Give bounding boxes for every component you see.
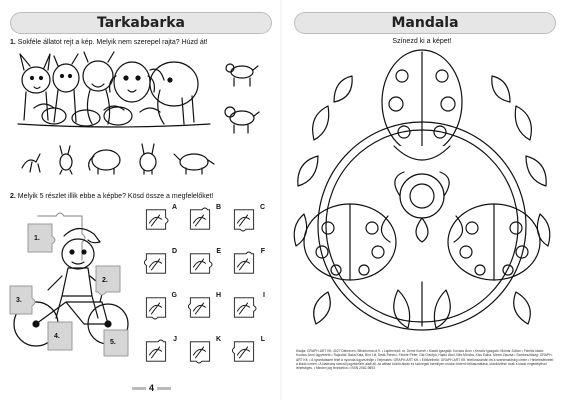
- puzzle-piece-label: B: [215, 204, 221, 211]
- task-1-text: Sokféle állatot rejt a kép. Melyik nem szerepel rajta? Húzd át!: [17, 39, 208, 46]
- puzzle-piece-shape: [230, 338, 258, 365]
- puzzle-piece-l[interactable]: [230, 336, 265, 365]
- puzzle-piece-k[interactable]: [186, 336, 221, 365]
- puzzle-piece-label: C: [259, 204, 265, 211]
- puzzle-piece-i[interactable]: [230, 292, 265, 321]
- puzzle-piece-shape: [186, 294, 214, 321]
- puzzle-piece-shape: [142, 206, 170, 233]
- task-2-number: 2.: [10, 193, 16, 200]
- page-title: Mandala: [294, 12, 556, 34]
- puzzle-piece-shape: [186, 250, 214, 277]
- puzzle-piece-label: K: [215, 336, 221, 343]
- puzzle-piece-shape: [142, 338, 170, 365]
- page-number-text: 4: [149, 383, 155, 393]
- puzzle-piece-label: A: [171, 204, 177, 211]
- slot-label-1: 1.: [34, 235, 40, 242]
- puzzle-piece-j[interactable]: [142, 336, 177, 365]
- page-number: [132, 383, 171, 393]
- puzzle-piece-label: I: [263, 292, 265, 299]
- puzzle-piece-h[interactable]: [186, 292, 221, 321]
- animal-row-illustration[interactable]: [18, 142, 218, 176]
- task-2-instruction: [10, 192, 214, 201]
- animal-crowd-illustration[interactable]: [14, 50, 214, 130]
- mandala-instruction: Színezd ki a képet!: [392, 38, 452, 45]
- left-page: [0, 0, 280, 400]
- puzzle-piece-shape: [186, 206, 214, 233]
- small-animals-column[interactable]: [222, 58, 262, 138]
- puzzle-piece-label: H: [215, 292, 221, 299]
- puzzle-piece-label: J: [173, 336, 177, 343]
- task-1-number: 1.: [10, 39, 16, 46]
- puzzle-piece-b[interactable]: [186, 204, 221, 233]
- task-2-text: Melyik 5 részlet illik ebbe a képbe? Kösd össze a megfelelőket!: [17, 193, 214, 200]
- puzzle-piece-shape: [230, 206, 258, 233]
- puzzle-piece-f[interactable]: [230, 248, 265, 277]
- puzzle-piece-a[interactable]: [142, 204, 177, 233]
- slot-label-4: 4.: [54, 333, 60, 340]
- puzzle-piece-shape: [230, 294, 258, 321]
- page-number-bar-right: [157, 387, 171, 390]
- page-title: Tarkabarka: [10, 12, 272, 34]
- page-number-bar-left: [132, 387, 146, 390]
- puzzle-piece-shape: [230, 250, 258, 277]
- puzzle-piece-e[interactable]: [186, 248, 221, 277]
- puzzle-piece-label: E: [216, 248, 221, 255]
- slot-label-3: 3.: [16, 297, 22, 304]
- puzzle-piece-shape: [142, 294, 170, 321]
- slot-label-5: 5.: [110, 339, 116, 346]
- task-1-instruction: [10, 38, 208, 47]
- puzzle-piece-label: D: [171, 248, 177, 255]
- puzzle-piece-shape: [186, 338, 214, 365]
- right-page: [282, 0, 562, 400]
- puzzle-picture-boy-on-bike[interactable]: [8, 206, 136, 358]
- ladybug-mandala[interactable]: [288, 46, 556, 344]
- puzzle-piece-label: G: [171, 292, 177, 299]
- puzzle-piece-label: F: [260, 248, 265, 255]
- puzzle-pieces-grid: [142, 206, 270, 376]
- puzzle-piece-d[interactable]: [142, 248, 177, 277]
- puzzle-piece-g[interactable]: [142, 292, 177, 321]
- puzzle-piece-c[interactable]: [230, 204, 265, 233]
- imprint-text: Kiadja: GRAPH-ART Kft. 4027 Debrecen, Bihartorma út 9. • Laptervező: dr. Deme Kornél • Kiadói igazgató: Kovács Áron • Kreatív igazgató: Molnár Zoltán • Felelős kiadó: Kovács Áron ügyvezető • Rajzolók: Baka Kata, Bíró Lili, Deák Ferenc, Fekete Péter, Gál Orsolya, Hajdú Ábel, Illés Mónika, Kiss Edina, Mezei Zsuzsa • Szerkesztőség: GRAPH-ART Kft. • A nyomtatásért felel a nyomda ügyvezetője • Terjesztés: GRAPH-ART Kft. • Előfizethető: GRAPH-ART Kft. telefonszámán és a szerkesztőség címén • Hirdetésfelvétel: a kiadó címén • A kiadvány szerzői jogvédelem alatt áll, az abban közölt ábrák és szövegek bármilyen módon történő felhasználása, utánközlése csak a kiadó engedélyével lehetséges. • Minden jog fenntartva • ISSN 2062-9893: [296, 349, 554, 371]
- puzzle-piece-shape: [142, 250, 170, 277]
- slot-label-2: 2.: [102, 277, 108, 284]
- puzzle-piece-label: L: [260, 336, 265, 343]
